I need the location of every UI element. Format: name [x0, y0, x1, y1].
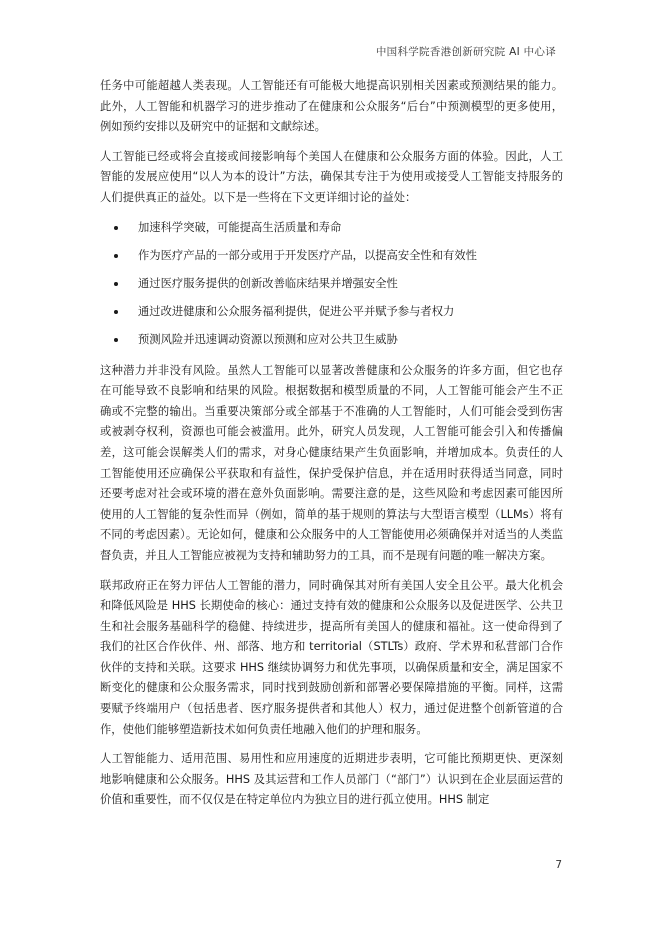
list-item-text: 预测风险并迅速调动资源以预测和应对公共卫生威胁 — [138, 332, 398, 346]
list-item — [100, 246, 563, 266]
list-item — [100, 274, 563, 294]
document-body — [100, 76, 563, 820]
list-item — [100, 218, 563, 238]
bullet-icon — [114, 310, 118, 314]
paragraph-3: 这种潜力并非没有风险。虽然人工智能可以显著改善健康和公众服务的许多方面，但它也存在可能导致不良影响和结果的风险。根据数据和模型质量的不同，人工智能可能会产生不正确或不完整的输出。当重要决策部分或全部基于不准确的人工智能时，人们可能会受到伤害或被剥夺权利，资源也可能会被滥用。此外，研究人员发现，人工智能可能会引入和传播偏差，这可能会误解类人们的需求，对身心健康结果产生负面影响，并增加成本。负责任的人工智能使用还应确保公平获取和有益性，保护受保护信息，并在适用时获得适当同意，同时还要考虑对社会或环境的潜在意外负面影响。需要注意的是，这些风险和考虑因素可能因所使用的人工智能的复杂性而异（例如，简单的基于规则的算法与大型语言模型（LLMs）将有不同的考虑因素）。无论如何，健康和公众服务中的人工智能使用必须确保并对适当的人类监督负责，并且人工智能应被视为支持和辅助努力的工具，而不是现有问题的唯一解决方案。 — [100, 363, 563, 562]
paragraph-1: 任务中可能超越人类表现。人工智能还有可能极大地提高识别相关因素或预测结果的能力。此外，人工智能和机器学习的进步推动了在健康和公众服务“后台”中预测模型的更多使用，例如预约安排以及研究中的证据和文献综述。 — [100, 79, 563, 134]
page-header: 中国科学院香港创新研究院 AI 中心译 — [375, 46, 556, 58]
list-item-text: 作为医疗产品的一部分或用于开发医疗产品，以提高安全性和有效性 — [138, 248, 477, 262]
list-item-text: 通过改进健康和公众服务福利提供，促进公平并赋予参与者权力 — [138, 304, 455, 318]
list-item — [100, 330, 563, 350]
list-item — [100, 302, 563, 322]
bullet-icon — [114, 254, 118, 258]
page-number: 7 — [555, 859, 562, 871]
paragraph-2: 人工智能已经或将会直接或间接影响每个美国人在健康和公众服务方面的体验。因此，人工智能的发展应使用“以人为本的设计”方法，确保其专注于为使用或接受人工智能支持服务的人们提供真正的益处。以下是一些将在下文更详细讨论的益处： — [100, 149, 563, 204]
paragraph-5: 人工智能能力、适用范围、易用性和应用速度的近期进步表明，它可能比预期更快、更深刻地影响健康和公众服务。HHS 及其运营和工作人员部门（“部门”）认识到在企业层面运营的价值和重要性，而不仅仅是在特定单位内为独立目的进行孤立使用。HHS 制定 — [100, 752, 563, 807]
benefits-list — [100, 218, 563, 350]
bullet-icon — [114, 282, 118, 286]
bullet-icon — [114, 226, 118, 230]
list-item-text: 通过医疗服务提供的创新改善临床结果并增强安全性 — [138, 276, 398, 290]
bullet-icon — [114, 338, 118, 342]
paragraph-4: 联邦政府正在努力评估人工智能的潜力，同时确保其对所有美国人安全且公平。最大化机会和降低风险是 HHS 长期使命的核心：通过支持有效的健康和公众服务以及促进医学、公共卫生和社会服务基础科学的稳健、持续进步，提高所有美国人的健康和福祉。这一使命得到了我们的社区合作伙伴、州、部落、地方和 territorial（STLTs）政府、学术界和私营部门合作伙伴的支持和关联。这要求 HHS 继续协调努力和优先事项，以确保质量和安全，满足国家不断变化的健康和公众服务需求，同时找到鼓励创新和部署必要保障措施的平衡。同样，这需要赋予终端用户（包括患者、医疗服务提供者和其他人）权力，通过促进整个创新管道的合作，使他们能够塑造新技术如何负责任地融入他们的护理和服务。 — [100, 578, 563, 736]
list-item-text: 加速科学突破，可能提高生活质量和寿命 — [138, 220, 342, 234]
